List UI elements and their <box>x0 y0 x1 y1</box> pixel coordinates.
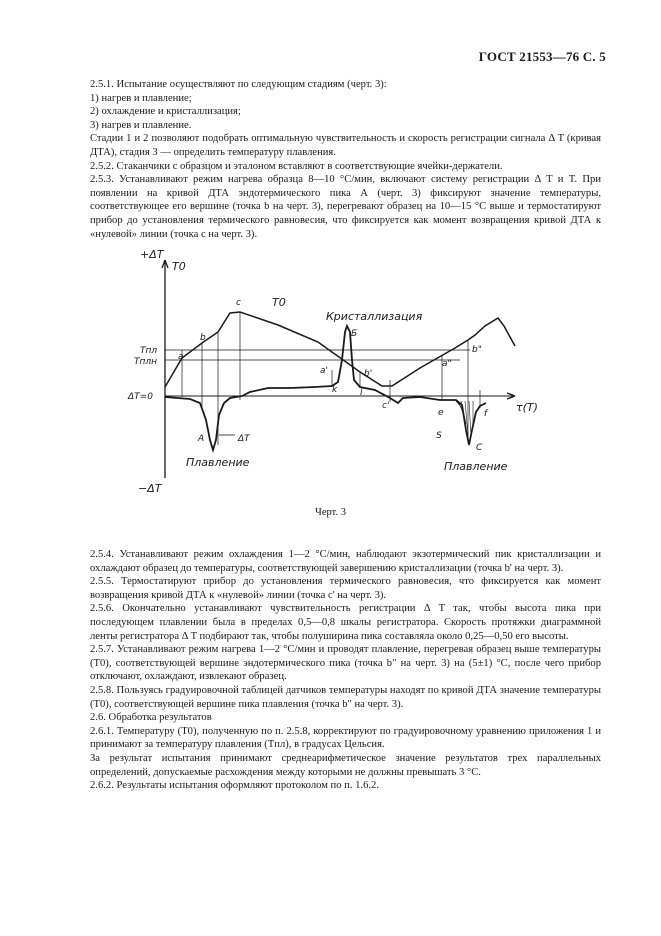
point-b2: b" <box>472 345 482 355</box>
point-a1: a' <box>320 366 328 376</box>
point-c: c <box>236 298 241 308</box>
point-C: C <box>476 443 483 453</box>
t-pl-label: Tпл <box>140 346 158 356</box>
melting-label-2: Плавление <box>444 460 508 473</box>
list-item: 3) нагрев и плавление. <box>90 119 192 131</box>
zero-label: ΔT=0 <box>128 392 153 402</box>
list-item: 1) нагрев и плавление; <box>90 92 192 104</box>
point-k: k <box>332 385 338 395</box>
paragraph-2-5-1: 2.5.1. Испытание осуществляют по следующим стадиям (черт. 3): <box>90 79 387 90</box>
t0-curve-label: T0 <box>272 296 286 309</box>
paragraph-result: За результат испытания принимают среднеарифметическое значение результатов трех параллельных определений, допускаемые расхождения между которыми не должны превышать 3 °С. <box>90 752 601 778</box>
paragraph-2-6-1: 2.6.1. Температуру (T0), полученную по п. 2.5.8, корректируют по градуировочному уравнению приложения 1 и принимают за температуру плавления (Tпл), в градусах Цельсия. <box>90 725 601 751</box>
paragraph-2-5-4: 2.5.4. Устанавливают режим охлаждения 1—2 °С/мин, наблюдают экзотермический пик кристаллизации и охлаждают образец до температуры, соответствующей завершению кристаллизации (точка b' на черт. 3). <box>90 549 601 574</box>
delta-t-label: ΔT <box>238 434 250 444</box>
point-S: S <box>436 431 442 441</box>
y-top-label: +ΔT <box>140 248 164 261</box>
paragraph-2-6-2: 2.6.2. Результаты испытания оформляют протоколом по п. 1.6.2. <box>90 780 379 792</box>
list-item: 2) охлаждение и кристаллизация; <box>90 106 241 118</box>
paragraph-2-5-8: 2.5.8. Пользуясь градуировочной таблицей датчиков температуры находят по кривой ДТА значение температуры (T0), соответствующей вершине пика плавления (точка b" на черт. 3). <box>90 684 601 710</box>
paragraph-2-5-6: 2.5.6. Окончательно устанавливают чувствительность регистрации Δ T так, чтобы высота пика при последующем плавлении была в пределах 0,5—0,8 шкалы регистратора. Скорость протяжки диаграммной ленты регистратора Δ T подбирают так, чтобы полуширина пика составляла около 0,25—0,50 его высоты. <box>90 603 601 642</box>
dta-figure <box>120 240 560 510</box>
point-a2: a" <box>442 359 452 369</box>
point-B: Б <box>351 329 358 339</box>
paragraph-2-5-3: 2.5.3. Устанавливают режим нагрева образца 8—10 °С/мин, включают систему регистрации Δ T и T. При появлении на кривой ДТА эндотермического пика А (черт. 3) фиксируют значение температуры, соответствующее его вершине (точка b на черт. 3), перегревают образец на 10—15 °С выше и термостатируют прибор до установления термического равновесия, что фиксируется как момент возвращения кривой ДТА к «нулевой» линии (точка c на черт. 3). <box>90 174 601 240</box>
point-c1: c' <box>382 401 390 411</box>
paragraph-2-5-2: 2.5.2. Стаканчики с образцом и эталоном вставляют в соответствующие ячейки-держатели. <box>90 160 503 172</box>
point-a: a <box>178 352 184 362</box>
point-l: l <box>360 388 363 398</box>
x-axis-label: τ(T) <box>516 401 538 414</box>
figure-caption: Черт. 3 <box>315 507 346 518</box>
point-b1: b' <box>364 369 373 379</box>
bottom-text <box>90 548 601 793</box>
y-top-label-t0: T0 <box>172 260 186 273</box>
melting-label-1: Плавление <box>186 456 250 469</box>
point-f: f <box>484 409 488 419</box>
paragraph-2-5-5: 2.5.5. Термостатируют прибор до установления термического равновесия, что фиксируется как момент возвращения кривой ДТА к «нулевой» линии (точка c' на черт. 3). <box>90 576 601 601</box>
t-pln-label: Tплн <box>134 357 158 367</box>
point-b: b <box>200 333 206 343</box>
paragraph-stages: Стадии 1 и 2 позволяют подобрать оптимальную чувствительность и скорость регистрации сигнала Δ T (кривая ДТА), стадия 3 — определить температуру плавления. <box>90 133 601 158</box>
point-e: e <box>438 408 444 418</box>
paragraph-2-5-7: 2.5.7. Устанавливают режим нагрева 1—2 °С/мин и проводят плавление, перегревая образец выше температуры (T0), соответствующей вершине эндотермического пика (точка b" на черт. 3) на (5±1) °С, после чего прибор отключают, охлаждают, извлекают образец. <box>90 644 601 683</box>
section-2-6-heading: 2.6. Обработка результатов <box>90 712 212 724</box>
page-header: ГОСТ 21553—76 С. 5 <box>478 49 606 64</box>
peak-hatch <box>456 401 473 436</box>
y-bottom-label: −ΔT <box>138 482 162 495</box>
crystallization-label: Кристаллизация <box>326 310 423 323</box>
top-text <box>90 78 601 241</box>
point-A: A <box>198 434 205 444</box>
